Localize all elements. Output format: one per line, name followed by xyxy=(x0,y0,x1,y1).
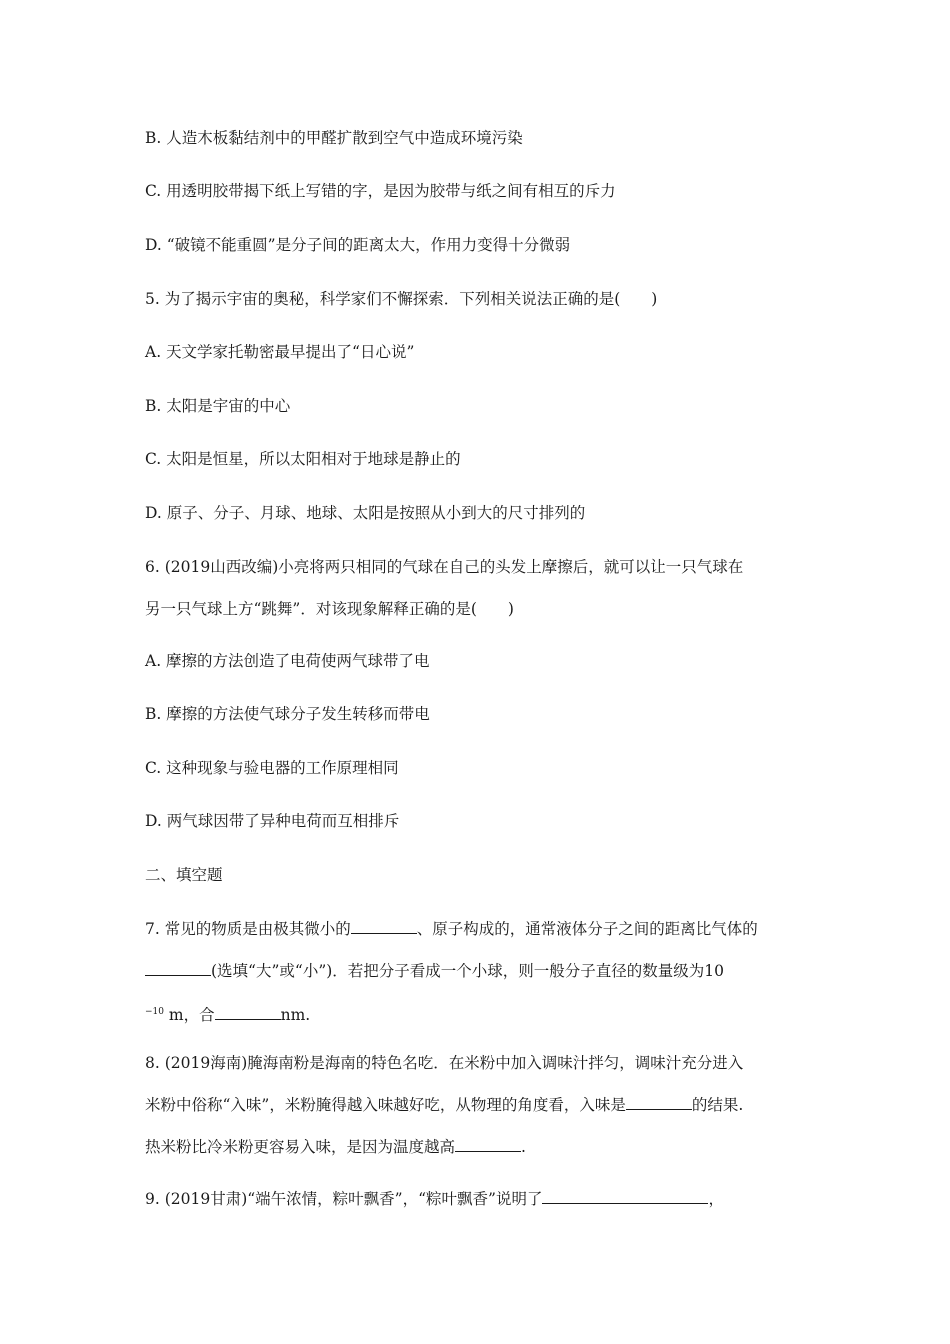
q9-text-b: ， xyxy=(708,1190,724,1208)
q7-line-3 xyxy=(145,1001,825,1026)
q7-text-a: 7. 常见的物质是由极其微小的 xyxy=(145,920,351,938)
q6-stem-line-1: 6. (2019山西改编)小亮将两只相同的气球在自己的头发上摩擦后，就可以让一只气球在 xyxy=(145,558,744,576)
answer-blank[interactable] xyxy=(455,1137,521,1152)
exponent: −10 xyxy=(145,1007,164,1017)
q6-option-d: D. 两气球因带了异种电荷而互相排斥 xyxy=(145,812,400,830)
q4-option-b: B. 人造木板黏结剂中的甲醛扩散到空气中造成环境污染 xyxy=(145,129,523,147)
q5-stem: 5. 为了揭示宇宙的奥秘，科学家们不懈探索．下列相关说法正确的是( ) xyxy=(145,290,658,308)
q6-option-b: B. 摩擦的方法使气球分子发生转移而带电 xyxy=(145,705,430,723)
answer-blank[interactable] xyxy=(626,1095,692,1110)
q7-text-b: 、原子构成的，通常液体分子之间的距离比气体的 xyxy=(416,920,758,938)
q8-text-c: 热米粉比冷米粉更容易入味，是因为温度越高 xyxy=(145,1138,456,1156)
q8-line-2 xyxy=(145,1094,825,1116)
q7-line-1 xyxy=(145,918,825,940)
q5-option-a: A. 天文学家托勒密最早提出了“日心说” xyxy=(145,343,415,361)
q6-stem-line-2: 另一只气球上方“跳舞”．对该现象解释正确的是( ) xyxy=(145,600,514,618)
q6-option-a: A. 摩擦的方法创造了电荷使两气球带了电 xyxy=(145,652,430,670)
answer-blank[interactable] xyxy=(542,1189,708,1204)
q8-text-a: 米粉中俗称“入味”，米粉腌得越入味越好吃，从物理的角度看，入味是 xyxy=(145,1096,626,1114)
answer-blank[interactable] xyxy=(351,919,417,934)
q4-option-d: D. “破镜不能重圆”是分子间的距离太大，作用力变得十分微弱 xyxy=(145,236,571,254)
q7-text-d: m，合 xyxy=(164,1006,215,1024)
q5-option-b: B. 太阳是宇宙的中心 xyxy=(145,397,291,415)
q8-text-d: . xyxy=(521,1138,526,1156)
q8-line-3 xyxy=(145,1136,825,1158)
q7-text-c: (选填“大”或“小”)．若把分子看成一个小球，则一般分子直径的数量级为10 xyxy=(211,962,725,980)
answer-blank[interactable] xyxy=(215,1005,281,1020)
q9-line-1 xyxy=(145,1188,825,1210)
q9-text-a: 9. (2019甘肃)“端午浓情，粽叶飘香”，“粽叶飘香”说明了 xyxy=(145,1190,543,1208)
q8-text-b: 的结果. xyxy=(691,1096,744,1114)
q8-line-1: 8. (2019海南)腌海南粉是海南的特色名吃．在米粉中加入调味汁拌匀，调味汁充分进入 xyxy=(145,1054,744,1072)
q5-option-d: D. 原子、分子、月球、地球、太阳是按照从小到大的尺寸排列的 xyxy=(145,504,586,522)
q4-option-c: C. 用透明胶带揭下纸上写错的字，是因为胶带与纸之间有相互的斥力 xyxy=(145,182,616,200)
q5-option-c: C. 太阳是恒星，所以太阳相对于地球是静止的 xyxy=(145,450,461,468)
q6-option-c: C. 这种现象与验电器的工作原理相同 xyxy=(145,759,399,777)
section-heading-fill-in: 二、填空题 xyxy=(145,866,223,884)
answer-blank[interactable] xyxy=(145,961,211,976)
q7-line-2 xyxy=(145,960,825,982)
q7-text-e: nm. xyxy=(280,1006,311,1024)
